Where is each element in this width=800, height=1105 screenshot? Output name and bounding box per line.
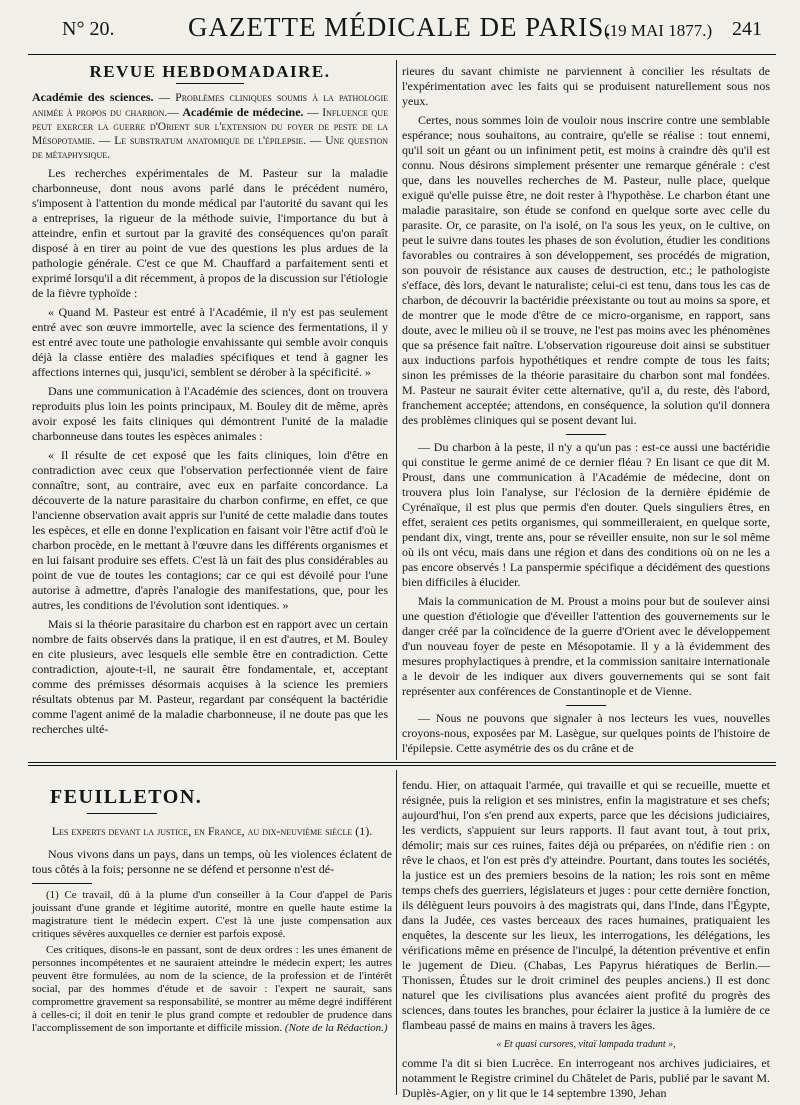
feuilleton-rule-top: [28, 762, 776, 763]
footnote-rule: [32, 883, 92, 884]
footnote-text-2: Ces critiques, disons-le en passant, sont de deux ordres : les unes émanent de personnes incompétentes et ne sauraient atteindre le médecin expert; les autres peuvent être formulées, au nom de la science, de la profession et de l'intérêt social, par des hommes d'étude et de savoir : l'expert ne saurait, sans compromettre gravement sa responsabilité, se montrer au même degré indifférent à celles-ci; il doit en tenir le plus grand compte et redoubler de prudence dans l'accomplissement de son importante et difficile mission.: [32, 944, 392, 1034]
header-rule: [28, 54, 776, 55]
newspaper-title: GAZETTE MÉDICALE DE PARIS.: [188, 12, 612, 42]
issue-date: (19 MAI 1877.): [604, 21, 713, 40]
revue-title: REVUE HEBDOMADAIRE.: [89, 62, 331, 81]
revue-quote-bouley: « Il résulte de cet exposé que les faits cliniques, loin d'être en contradiction avec ceux que l'observation perfectionnée vient de faire connaître, sont, au contraire, avec eux en parfaite concordance. La découverte de la nature parasitaire du charbon confirme, en effet, ce que l'ancienne observation avait appris sur l'unité de cette maladie dans toutes les espèces, et elle en donne l'explication en faisant voir l'être actif d'où le charbon procède, en le mettant à l'œuvre dans les différents organismes et en lui faisant produire ses effets. C'est là un fait des plus considérables au point de vue de toutes les contagions; car ce qui est dévoilé pour l'une autorise à admettre, d'après l'analogie des manifestations, que, pour les autres, les conditions de l'évolution sont identiques. »: [32, 448, 388, 612]
column-divider-lower: [396, 770, 397, 1095]
column-divider-upper: [396, 60, 397, 760]
title-rule: [176, 83, 244, 84]
running-header: [0, 0, 800, 60]
feuilleton-title: FEUILLETON.: [50, 786, 203, 808]
summary-academie-medecine: Académie de médecine.: [182, 105, 304, 119]
revue-paragraph-3: Dans une communication à l'Académie des sciences, dont on trouvera reproduits plus loin les points principaux, M. Bouley dit de même, après avoir exposé les faits cliniques qui démontrent l'unité de la maladie charbonneuse dans toutes les espèces animales :: [32, 384, 388, 443]
right-paragraph-proust: Mais la communication de M. Proust a moins pour but de soulever ainsi une question d'étiologie que d'éveiller l'attention des gouvernements sur le danger créé par la coïncidence de la guerre d'Orient avec le développement d'un nouveau foyer de peste en Mésopotamie. Il y a là évidemment des mesures prophylactiques à prendre, et la commission sanitaire internationale a le devoir de les indiquer aux divers gouvernements qui se sont fait représenter aux conférences de Constantinople et de Vienne.: [402, 594, 770, 698]
revue-paragraph-5: Mais si la théorie parasitaire du charbon est en rapport avec un certain nombre de faits observés dans la pratique, il en est d'autres, et M. Bouley en cite plusieurs, avec lesquels elle semble être en contradiction. Cette contradiction, ajoute-t-il, ne saurait être fondamentale, et, acceptant comme des prémisses désormais acquises à la science les premiers résultats obtenus par M. Pasteur, regardant par conséquent la bactéridie comme l'agent animé de la maladie charbonneuse, il ne doute pas que les recherches ulté-: [32, 617, 388, 736]
revue-quote-pasteur: « Quand M. Pasteur est entré à l'Académie, il n'y est pas seulement entré avec son œuvre immortelle, avec la science des fermentations, il y est entré avec toute une pathologie envahissante qui semble avoir conquis déjà la classe entière des maladies spécifiques et tend à gagner les affections internes qui, jusqu'ici, semblent se dérober à la spécificité. »: [32, 305, 388, 379]
summary-part-2: — Influence que peut exercer la guerre d'Orient sur l'extension du foyer de peste de la Mésopotamie. — Le substratum anatomique de l'épilepsie. — Une question de métaphysique.: [32, 107, 388, 161]
summary-academie-sciences: Académie des sciences.: [32, 90, 154, 104]
feuilleton-subtitle: Les experts devant la justice, en France, au dix-neuvième siècle (1).: [51, 824, 373, 838]
page-number: 241: [732, 18, 762, 40]
right-paragraph-lasegue: — Nous ne pouvons que signaler à nos lecteurs les vues, nouvelles croyons-nous, exposées par M. Lasègue, sur quelques points de l'histoire de l'épilepsie. Cette asymétrie des os du crâne et de: [402, 711, 770, 755]
revue-paragraph-1: Les recherches expérimentales de M. Pasteur sur la maladie charbonneuse, dont nous avons parlé dans le précédent numéro, s'imposent à l'attention du monde médical par l'autorité du savant qui les a entreprises, la rigueur de la méthode suivie, l'importance du but à atteindre, enfin et surtout par la gravité des conséquences qu'on paraît disposé à en tirer au point de vue des questions les plus ardues de la pathologie générale. C'est ce que M. Chauffard a parfaitement senti et exprimé lorsqu'il a dit récemment, à propos de la discussion sur l'étiologie de la fièvre typhoïde :: [32, 166, 388, 300]
feuilleton-paragraph-1: Nous vivons dans un pays, dans un temps, où les violences éclatent de tous côtés à la fois; personne ne se défend et personne n'est dé-: [32, 847, 392, 876]
lucretius-quote: « Et quasi cursores, vitaï lampada tradunt »,: [496, 1039, 676, 1050]
issue-number: N° 20.: [62, 18, 115, 40]
footnote-signature: (Note de la Rédaction.): [284, 1022, 388, 1034]
feuilleton-column-continued: [402, 778, 770, 1105]
section-separator-2: [566, 705, 606, 706]
footnote: [32, 889, 392, 1035]
footnote-paragraph-1: (1) Ce travail, dû à la plume d'un conseiller à la Cour d'appel de Paris jouissant d'une grande et légitime autorité, montre en quelle haute estime la magistrature tient le médecin expert. C'est là une juste compensation aux critiques sévères auxquelles ce dernier est parfois exposé.: [32, 889, 392, 940]
feuilleton-right-paragraph-1: fendu. Hier, on attaquait l'armée, qui travaille et qui se recueille, muette et résignée, puis la religion et ses ministres, enfin la magistrature et ses chefs; aujourd'hui, l'on s'en prend aux experts, parce que les décisions judiciaires, les verdicts, s'appuient sur leurs rapports. Il faut avant tout, à tout prix, démolir; mais sur ces ruines, faites déjà ou préparées, on n'édifie rien : on rêve le chaos, et l'on est près d'y atteindre. Pourtant, dans toutes les sociétés, la justice est un des premiers besoins de la nation; les rois sont en même temps chefs des guerriers, législateurs et juges : pour cette dernière fonction, ils délèguent leurs pouvoirs à des magistrats qui, dans l'Inde, dans l'Égypte, dans la Judée, ces vastes berceaux des races humaines, pratiquaient les enquêtes, la descente sur les lieux, les interrogations, les délégations, les vérifications même en présence de l'inculpé, la détention préventive et enfin le jugement de Dieu. (Chabas, Les Papyrus hiératiques de Berlin.— Thonissen, Études sur le droit criminel des peuples anciens.) Il est donc naturel que les civilisations plus avancées aient profité du progrès des sciences, dans toutes les branches, pour éclairer la justice à la lumière de ce flambeau passé de mains en mains à travers les âges.: [402, 778, 770, 1032]
section-separator: [566, 434, 606, 435]
feuilleton-column: [32, 786, 392, 1038]
revue-column: [32, 64, 388, 741]
footnote-paragraph-2: [32, 944, 392, 1035]
feuilleton-rule-bottom: [28, 765, 776, 766]
right-paragraph-1: rieures du savant chimiste ne parviennent à concilier les résultats de l'expérimentation avec les faits qui se produisent naturellement sous nos yeux.: [402, 64, 770, 108]
right-paragraph-peste: — Du charbon à la peste, il n'y a qu'un pas : est-ce aussi une bactéridie qui constitue le germe animé de ce dernier fléau ? En lisant ce que dit M. Proust, dans une communication à l'Académie de médecine, dont on trouvera plus loin l'analyse, sur l'éclosion de la dernière épidémie de Cyrénaïque, il est plus que permis d'en douter. Quels singuliers êtres, en effet, seraient ces petits organismes, qui sommeilleraient, en quelque sorte, pendant dix, vingt, trente ans, pour se réveiller ensuite, non sur le sol même où ils ont vécu, mais dans une région et dans des conditions où on ne les a pas encore observés ! La panspermie spécifique a décidément des questions bien difficiles à élucider.: [402, 440, 770, 589]
revue-column-continued: [402, 64, 770, 760]
feuilleton-right-paragraph-2: comme l'a dit si bien Lucrèce. En interrogeant nos archives judiciaires, et notamment le Registre criminel du Châtelet de Paris, publié par le savant M. Duplès-Agier, on y lit que le 14 septembre 1390, Jehan: [402, 1056, 770, 1100]
revue-summary: [32, 90, 388, 162]
summary-part-1: — Problèmes cliniques soumis à la pathologie animée à propos du charbon.—: [32, 92, 388, 119]
right-paragraph-2: Certes, nous sommes loin de vouloir nous inscrire contre une semblable espérance; nous souhaitons, au contraire, qu'elle se réalise : tout ennemi, qu'il soit un géant ou un infiniment petit, est moins à craindre dès qu'il est connu. Nous désirons simplement présenter une remarque générale : c'est que, dans les nouvelles recherches de M. Pasteur, nulle place, quelque exiguë qu'elle puisse être, ne doit rester à l'hypothèse. Le charbon étant une maladie parasitaire, son étude se confond en quelque sorte avec celle du parasite. Or, ce parasite, on l'a isolé, on l'a sous les yeux, on le cultive, on peut le suivre dans toutes les phases de son évolution, étudier les conditions favorables ou contraires à son développement, ses procédés de migration, son pouvoir de résistance aux causes de destruction, etc.; le pathologiste s'efface, dès lors, devant le naturaliste; celui-ci est tenu, dans tous les cas de charbon, de découvrir la bactéridie préexistante ou tout au moins sa spore, et de montrer que le mode d'être de ce micro-organisme, en rapport, sans doute, avec le milieu où il se trouve, ne l'est pas moins avec les phénomènes que sa présence fait naître. L'observation rigoureuse doit ainsi se substituer aux inductions parfois hypothétiques et rendre compte de tous les faits; sinon les prémisses de la théorie parasitaire du charbon sont mal fondées. M. Pasteur ne saurait éviter cette alternative, qu'il a, du reste, dès l'abord, franchement acceptée; attendons, en conséquence, la solution qu'il donnera des problèmes cliniques qui se posent devant lui.: [402, 113, 770, 427]
feuilleton-title-rule: [87, 813, 157, 814]
